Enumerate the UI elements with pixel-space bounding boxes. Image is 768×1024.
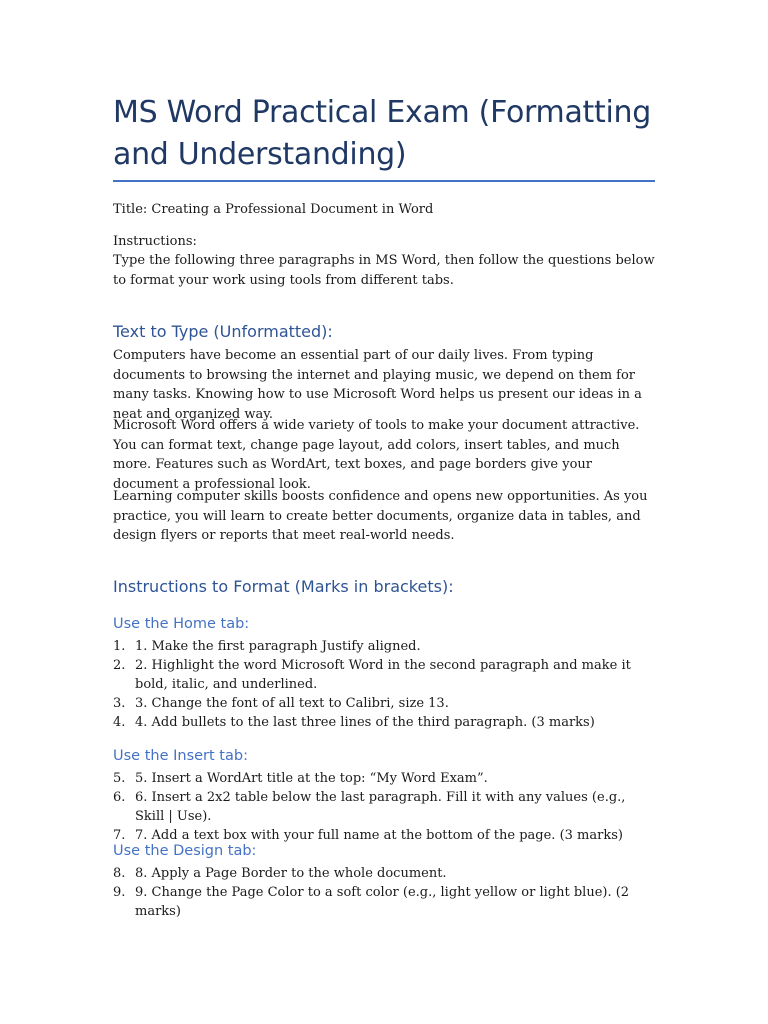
list-item bbox=[113, 694, 658, 713]
list-item-text: 5. Insert a WordArt title at the top: “My Word Exam”. bbox=[135, 771, 488, 786]
instructions-text: Type the following three paragraphs in MS Word, then follow the questions below to format your work using tools from different tabs. bbox=[113, 253, 655, 288]
home-tab-list bbox=[113, 637, 658, 732]
group-heading-insert: Use the Insert tab: bbox=[113, 748, 248, 764]
paragraph-1: Computers have become an essential part of our daily lives. From typing documents to browsing the internet and playing music, we depend on them for many tasks. Knowing how to use Microsoft Word helps us present our ideas in a neat and organized way. bbox=[113, 348, 642, 422]
list-number: 8. bbox=[113, 866, 126, 881]
list-item-text: 2. Highlight the word Microsoft Word in the second paragraph and make it bold, italic, and underlined. bbox=[135, 658, 631, 692]
paragraph-3: Learning computer skills boosts confidence and opens new opportunities. As you practice, you will learn to create better documents, organize data in tables, and design flyers or reports that meet real-world needs. bbox=[113, 489, 648, 543]
design-tab-list bbox=[113, 864, 658, 921]
list-item-text: 7. Add a text box with your full name at the bottom of the page. (3 marks) bbox=[135, 828, 623, 843]
list-number: 5. bbox=[113, 771, 126, 786]
list-item bbox=[113, 864, 658, 883]
list-item bbox=[113, 788, 658, 826]
list-item bbox=[113, 656, 658, 694]
list-item-text: 8. Apply a Page Border to the whole document. bbox=[135, 866, 447, 881]
list-item-text: 1. Make the first paragraph Justify aligned. bbox=[135, 639, 421, 654]
list-number: 3. bbox=[113, 696, 126, 711]
title-underline-rule bbox=[113, 180, 655, 182]
group-heading-home: Use the Home tab: bbox=[113, 616, 250, 632]
paragraph-2: Microsoft Word offers a wide variety of tools to make your document attractive. You can format text, change page layout, add colors, insert tables, and much more. Features such as WordArt, text boxes, and page borders give your document a professional look. bbox=[113, 418, 640, 492]
list-item-text: 9. Change the Page Color to a soft color (e.g., light yellow or light blue). (2 marks) bbox=[135, 885, 630, 919]
document-subtitle: Title: Creating a Professional Document in Word bbox=[113, 202, 434, 217]
list-item-text: 6. Insert a 2x2 table below the last paragraph. Fill it with any values (e.g., Skill | Use). bbox=[135, 790, 626, 824]
instructions-label: Instructions: bbox=[113, 234, 197, 249]
list-number: 2. bbox=[113, 658, 126, 673]
list-item-text: 4. Add bullets to the last three lines of the third paragraph. (3 marks) bbox=[135, 715, 595, 730]
document-title: MS Word Practical Exam (Formatting and Understanding) bbox=[113, 95, 651, 172]
text-section-heading: Text to Type (Unformatted): bbox=[113, 322, 333, 341]
list-item bbox=[113, 637, 658, 656]
list-item bbox=[113, 769, 658, 788]
list-number: 1. bbox=[113, 639, 126, 654]
format-section-heading: Instructions to Format (Marks in brackets): bbox=[113, 577, 454, 596]
insert-tab-list bbox=[113, 769, 658, 845]
group-heading-design: Use the Design tab: bbox=[113, 843, 257, 859]
list-item bbox=[113, 713, 658, 732]
list-number: 7. bbox=[113, 828, 126, 843]
list-item bbox=[113, 883, 658, 921]
list-number: 6. bbox=[113, 790, 126, 805]
list-number: 4. bbox=[113, 715, 126, 730]
list-item-text: 3. Change the font of all text to Calibri, size 13. bbox=[135, 696, 449, 711]
list-number: 9. bbox=[113, 885, 126, 900]
